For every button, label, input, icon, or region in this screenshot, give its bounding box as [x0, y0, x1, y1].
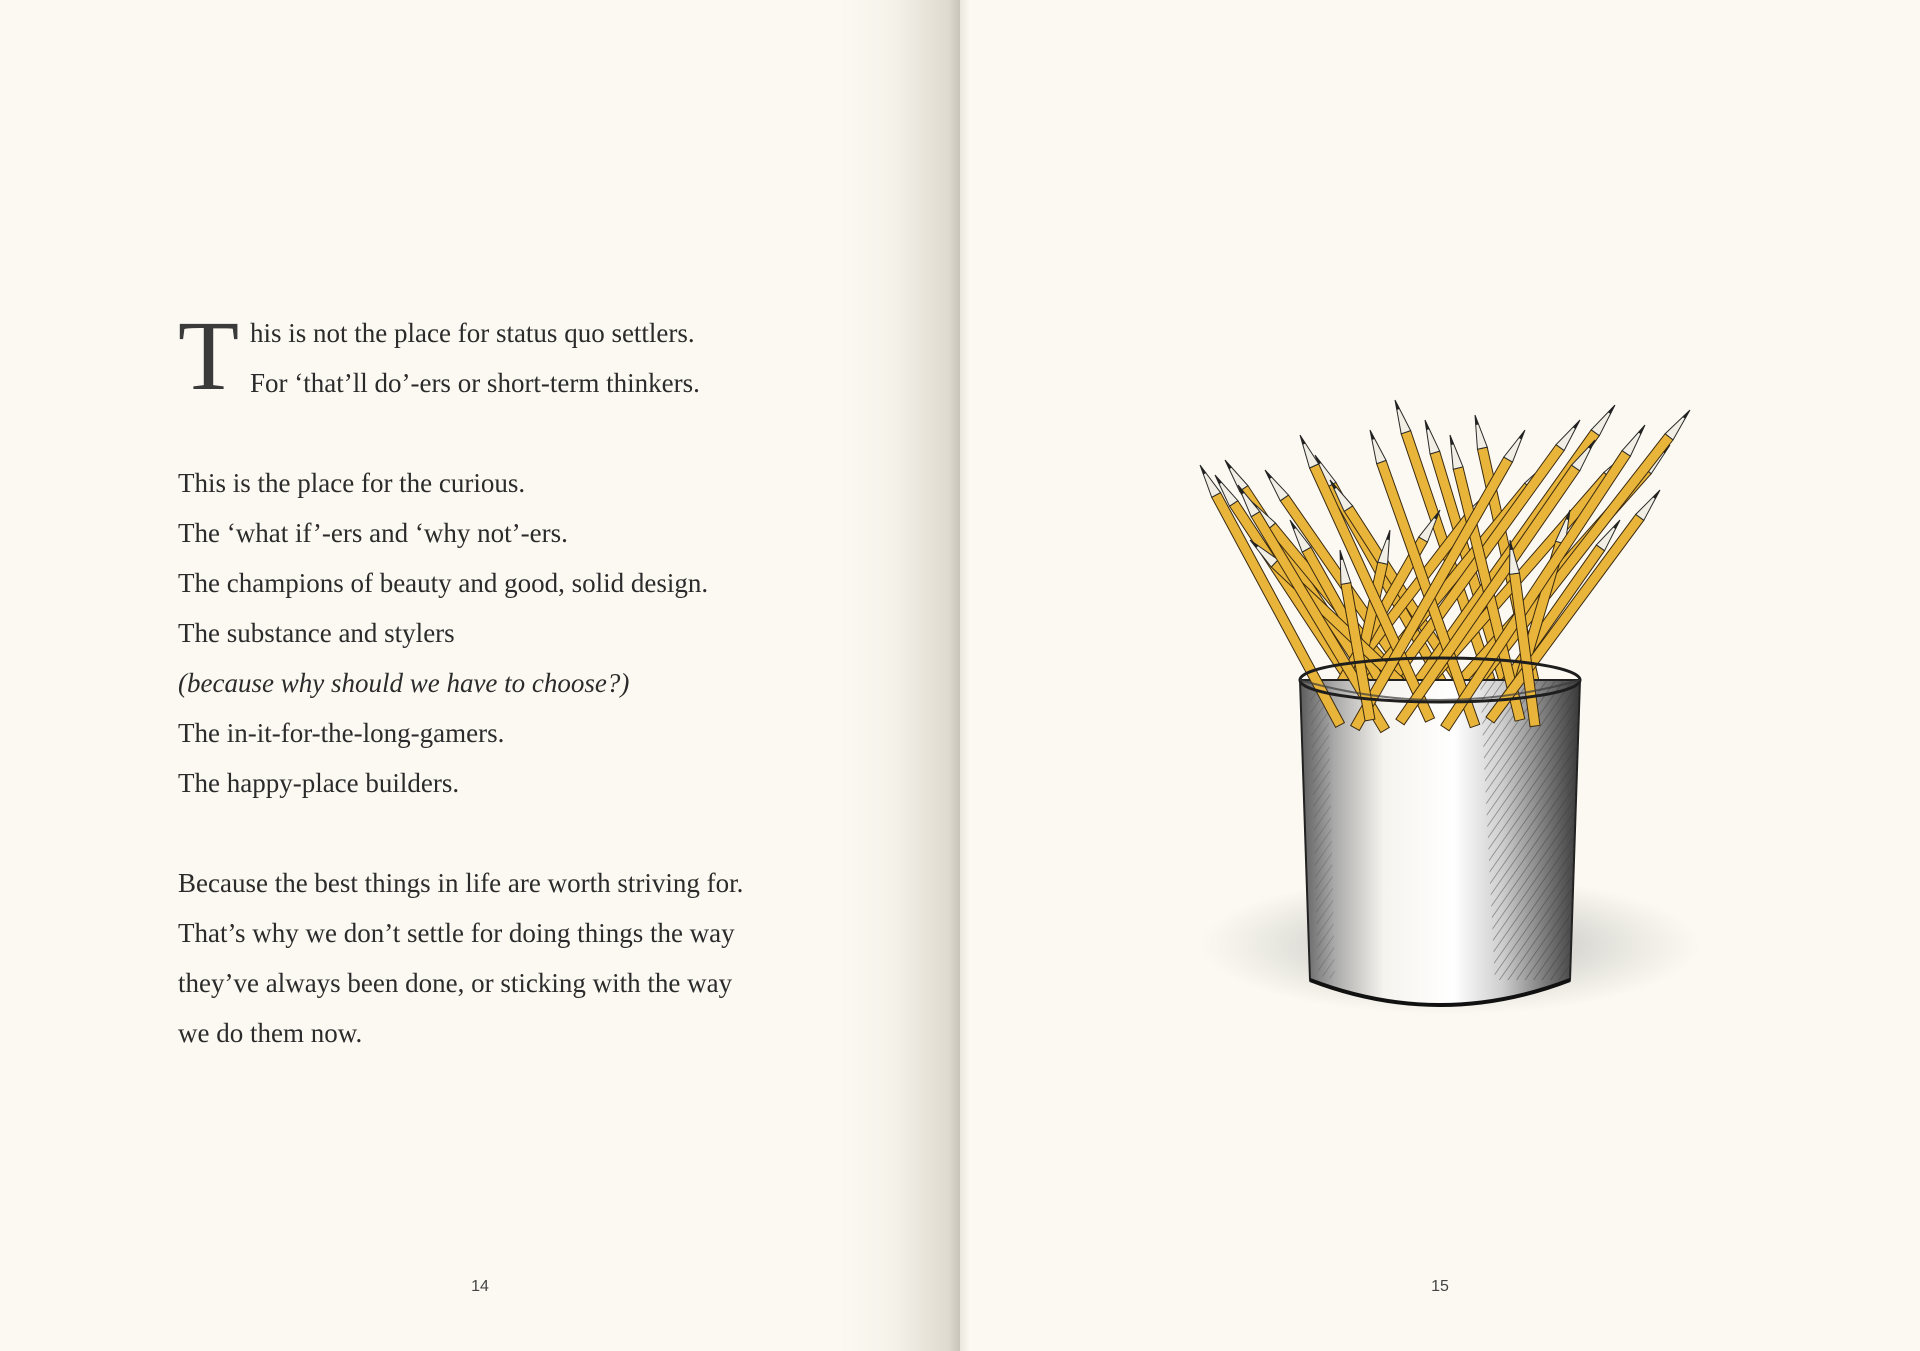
text-line: The champions of beauty and good, solid design.	[178, 568, 709, 598]
pencil-lead	[1425, 420, 1430, 430]
pencils-front-group	[1200, 425, 1660, 733]
third-stanza	[178, 858, 818, 1058]
pencil-lead	[1450, 435, 1454, 445]
italic-aside-line: (because why should we have to choose?)	[178, 668, 630, 698]
drop-cap: T	[178, 300, 240, 411]
text-line: The ‘what if’-ers and ‘why not’-ers.	[178, 518, 568, 548]
pencil-lead	[1200, 465, 1206, 475]
text-line: they’ve always been done, or sticking with the way	[178, 968, 733, 998]
text-line: That’s why we don’t settle for doing things the way	[178, 918, 735, 948]
pencil-lead	[1215, 475, 1222, 484]
body-text	[178, 300, 818, 1058]
pencils-in-cup-illustration	[1150, 380, 1740, 1040]
pencil-lead	[1386, 530, 1390, 540]
text-line: This is the place for the curious.	[178, 468, 526, 498]
page-number-right: 15	[1431, 1278, 1449, 1295]
opening-stanza	[178, 300, 818, 411]
pencil-lead	[1300, 435, 1306, 445]
page-number-left: 14	[471, 1278, 489, 1295]
text-line: we do them now.	[178, 1018, 363, 1048]
pencil-lead	[1475, 415, 1479, 425]
pencil-lead	[1225, 460, 1232, 469]
text-line: his is not the place for status quo settlers.	[250, 318, 695, 348]
second-stanza	[178, 458, 818, 808]
pencil-lead	[1519, 430, 1525, 440]
pencil-lead	[1638, 425, 1645, 434]
text-line: For ‘that’ll do’-ers or short-term thinkers.	[250, 368, 700, 398]
text-line: Because the best things in life are worth striving for.	[178, 868, 744, 898]
text-line: The happy-place builders.	[178, 768, 460, 798]
text-line: The in-it-for-the-long-gamers.	[178, 718, 505, 748]
pencil-lead	[1340, 550, 1343, 560]
text-line: The substance and stylers	[178, 618, 455, 648]
